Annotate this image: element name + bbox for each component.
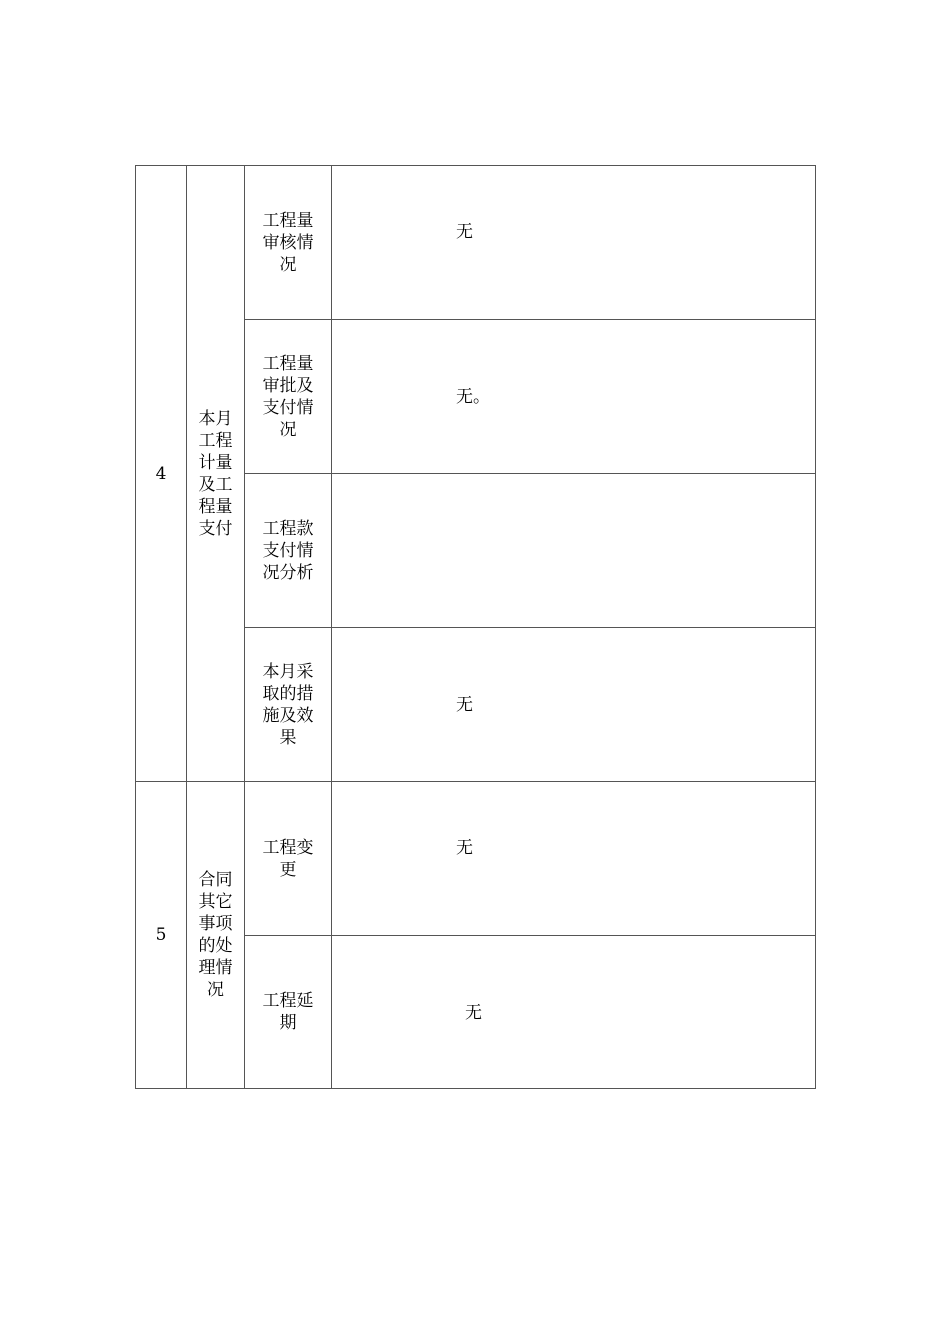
row-label bbox=[245, 628, 332, 782]
row-label bbox=[245, 166, 332, 320]
monthly-report-table bbox=[135, 165, 816, 1089]
row-value-cell bbox=[332, 474, 816, 628]
row-value: 无。 bbox=[456, 387, 490, 407]
row-value-cell bbox=[332, 320, 816, 474]
row-value-cell bbox=[332, 782, 816, 936]
row-value-cell bbox=[332, 936, 816, 1089]
row-label-text: 工程款支付情况分析 bbox=[262, 518, 314, 583]
section-category bbox=[187, 782, 245, 1089]
row-value: 无 bbox=[456, 838, 473, 858]
row-label-text: 工程延期 bbox=[262, 991, 314, 1033]
section-category-text: 合同其它事项的处理情况 bbox=[198, 870, 233, 1000]
row-label bbox=[245, 782, 332, 936]
row-label bbox=[245, 474, 332, 628]
table-row bbox=[136, 782, 816, 936]
row-label bbox=[245, 936, 332, 1089]
section-category-text: 本月工程计量及工程量支付 bbox=[198, 408, 233, 539]
row-label-text: 工程变更 bbox=[262, 837, 314, 880]
row-label-text: 本月采取的措施及效果 bbox=[262, 661, 314, 748]
row-value-cell bbox=[332, 628, 816, 782]
row-value-cell bbox=[332, 166, 816, 320]
row-value: 无 bbox=[456, 222, 473, 242]
section-category bbox=[187, 166, 245, 782]
row-value: 无 bbox=[456, 695, 473, 715]
row-label bbox=[245, 320, 332, 474]
section-number: 4 bbox=[136, 166, 187, 782]
section-number: 5 bbox=[136, 782, 187, 1089]
row-label-text: 工程量审核情况 bbox=[262, 210, 314, 275]
row-value: 无 bbox=[465, 1003, 482, 1023]
table-row bbox=[136, 166, 816, 320]
row-label-text: 工程量审批及支付情况 bbox=[262, 353, 314, 440]
